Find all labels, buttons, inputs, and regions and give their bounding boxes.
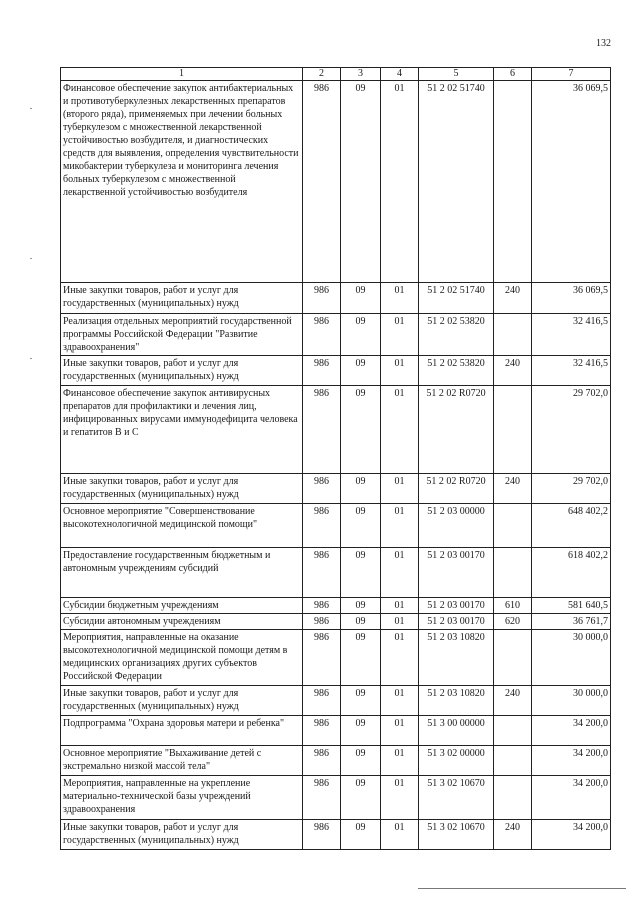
table-row [61, 81, 611, 283]
row-subsection-code: 01 [381, 614, 419, 630]
row-section-code: 09 [341, 716, 381, 746]
row-target-code: 51 2 02 R0720 [419, 386, 494, 474]
row-amount: 581 640,5 [532, 598, 611, 614]
row-amount: 34 200,0 [532, 716, 611, 746]
row-ministry-code: 986 [303, 776, 341, 820]
row-name: Иные закупки товаров, работ и услуг для государственных (муниципальных) нужд [61, 686, 303, 716]
row-expense-type [494, 716, 532, 746]
row-expense-type [494, 386, 532, 474]
table-row [61, 746, 611, 776]
row-target-code: 51 2 02 51740 [419, 283, 494, 314]
table-row [61, 283, 611, 314]
row-amount: 36 069,5 [532, 81, 611, 283]
row-amount: 30 000,0 [532, 630, 611, 686]
table-row [61, 716, 611, 746]
row-subsection-code: 01 [381, 746, 419, 776]
row-name: Основное мероприятие "Выхаживание детей с экстремально низкой массой тела" [61, 746, 303, 776]
row-section-code: 09 [341, 474, 381, 504]
row-target-code: 51 3 02 10670 [419, 820, 494, 850]
row-expense-type [494, 81, 532, 283]
row-ministry-code: 986 [303, 598, 341, 614]
row-ministry-code: 986 [303, 746, 341, 776]
row-amount: 34 200,0 [532, 820, 611, 850]
row-subsection-code: 01 [381, 81, 419, 283]
row-section-code: 09 [341, 776, 381, 820]
row-subsection-code: 01 [381, 820, 419, 850]
row-name: Субсидии автономным учреждениям [61, 614, 303, 630]
table-row [61, 474, 611, 504]
row-name: Мероприятия, направленные на укрепление материально-технической базы учреждений здравоохранения [61, 776, 303, 820]
row-amount: 34 200,0 [532, 776, 611, 820]
row-target-code: 51 2 02 53820 [419, 356, 494, 386]
row-expense-type: 240 [494, 686, 532, 716]
row-target-code: 51 2 02 51740 [419, 81, 494, 283]
row-ministry-code: 986 [303, 630, 341, 686]
row-ministry-code: 986 [303, 716, 341, 746]
row-subsection-code: 01 [381, 630, 419, 686]
table-row [61, 598, 611, 614]
row-section-code: 09 [341, 386, 381, 474]
row-subsection-code: 01 [381, 356, 419, 386]
row-target-code: 51 3 02 00000 [419, 746, 494, 776]
row-expense-type [494, 746, 532, 776]
footer-rule [418, 888, 626, 889]
row-target-code: 51 2 03 10820 [419, 686, 494, 716]
row-ministry-code: 986 [303, 614, 341, 630]
row-amount: 34 200,0 [532, 746, 611, 776]
row-target-code: 51 2 02 R0720 [419, 474, 494, 504]
header-row [61, 68, 611, 81]
row-ministry-code: 986 [303, 283, 341, 314]
scan-mark [30, 258, 32, 259]
row-name: Иные закупки товаров, работ и услуг для государственных (муниципальных) нужд [61, 474, 303, 504]
scan-mark [30, 358, 32, 359]
table-row [61, 314, 611, 356]
row-ministry-code: 986 [303, 356, 341, 386]
row-target-code: 51 3 02 10670 [419, 776, 494, 820]
table-row [61, 686, 611, 716]
header-cell: 5 [419, 68, 494, 81]
table-row [61, 614, 611, 630]
row-subsection-code: 01 [381, 283, 419, 314]
row-section-code: 09 [341, 81, 381, 283]
row-amount: 29 702,0 [532, 386, 611, 474]
row-subsection-code: 01 [381, 548, 419, 598]
header-cell: 4 [381, 68, 419, 81]
row-amount: 618 402,2 [532, 548, 611, 598]
row-name: Финансовое обеспечение закупок антивирусных препаратов для профилактики и лечения лиц, инфицированных вирусами иммунодефицита человека и гепатитов В и С [61, 386, 303, 474]
table-row [61, 820, 611, 850]
row-subsection-code: 01 [381, 686, 419, 716]
row-expense-type: 240 [494, 283, 532, 314]
row-section-code: 09 [341, 686, 381, 716]
row-section-code: 09 [341, 283, 381, 314]
row-ministry-code: 986 [303, 386, 341, 474]
row-target-code: 51 2 03 10820 [419, 630, 494, 686]
scan-mark [30, 108, 32, 109]
row-name: Реализация отдельных мероприятий государственной программы Российской Федерации "Развитие здравоохранения" [61, 314, 303, 356]
table-row [61, 776, 611, 820]
row-amount: 32 416,5 [532, 314, 611, 356]
row-section-code: 09 [341, 356, 381, 386]
row-ministry-code: 986 [303, 474, 341, 504]
row-name: Подпрограмма "Охрана здоровья матери и ребенка" [61, 716, 303, 746]
table-row [61, 356, 611, 386]
row-amount: 29 702,0 [532, 474, 611, 504]
header-cell: 6 [494, 68, 532, 81]
row-amount: 36 069,5 [532, 283, 611, 314]
row-expense-type [494, 314, 532, 356]
row-ministry-code: 986 [303, 548, 341, 598]
row-expense-type [494, 630, 532, 686]
row-subsection-code: 01 [381, 386, 419, 474]
row-name: Субсидии бюджетным учреждениям [61, 598, 303, 614]
row-name: Финансовое обеспечение закупок антибактериальных и противотуберкулезных лекарственных препаратов (второго ряда), применяемых при лечении больных туберкулезом с множественной лекарственной устойчивостью возбудителя, и диагностических средств для выявления, определения чувствительности микобактерии туберкулеза и мониторинга лечения больных туберкулезом с множественной лекарственной устойчивостью возбудителя [61, 81, 303, 283]
row-subsection-code: 01 [381, 716, 419, 746]
row-expense-type [494, 776, 532, 820]
row-subsection-code: 01 [381, 598, 419, 614]
row-target-code: 51 2 03 00170 [419, 548, 494, 598]
row-target-code: 51 3 00 00000 [419, 716, 494, 746]
table-row [61, 548, 611, 598]
table-row [61, 504, 611, 548]
row-name: Иные закупки товаров, работ и услуг для государственных (муниципальных) нужд [61, 820, 303, 850]
row-subsection-code: 01 [381, 474, 419, 504]
row-target-code: 51 2 03 00170 [419, 598, 494, 614]
row-subsection-code: 01 [381, 776, 419, 820]
page-number: 132 [596, 38, 611, 49]
row-ministry-code: 986 [303, 686, 341, 716]
row-amount: 30 000,0 [532, 686, 611, 716]
row-ministry-code: 986 [303, 81, 341, 283]
header-cell: 7 [532, 68, 611, 81]
row-name: Мероприятия, направленные на оказание высокотехнологичной медицинской помощи детям в медицинских организациях других субъектов Российской Федерации [61, 630, 303, 686]
row-name: Основное мероприятие "Совершенствование высокотехнологичной медицинской помощи" [61, 504, 303, 548]
row-expense-type [494, 548, 532, 598]
row-subsection-code: 01 [381, 504, 419, 548]
row-target-code: 51 2 02 53820 [419, 314, 494, 356]
row-amount: 32 416,5 [532, 356, 611, 386]
row-subsection-code: 01 [381, 314, 419, 356]
row-section-code: 09 [341, 614, 381, 630]
row-section-code: 09 [341, 548, 381, 598]
header-cell: 3 [341, 68, 381, 81]
header-cell: 1 [61, 68, 303, 81]
header-cell: 2 [303, 68, 341, 81]
row-amount: 648 402,2 [532, 504, 611, 548]
table-row [61, 630, 611, 686]
row-name: Предоставление государственным бюджетным и автономным учреждениям субсидий [61, 548, 303, 598]
row-name: Иные закупки товаров, работ и услуг для государственных (муниципальных) нужд [61, 283, 303, 314]
row-section-code: 09 [341, 504, 381, 548]
row-expense-type [494, 504, 532, 548]
row-ministry-code: 986 [303, 504, 341, 548]
row-ministry-code: 986 [303, 820, 341, 850]
row-section-code: 09 [341, 746, 381, 776]
row-ministry-code: 986 [303, 314, 341, 356]
row-section-code: 09 [341, 598, 381, 614]
row-expense-type: 240 [494, 474, 532, 504]
row-amount: 36 761,7 [532, 614, 611, 630]
row-expense-type: 620 [494, 614, 532, 630]
row-expense-type: 240 [494, 820, 532, 850]
row-expense-type: 610 [494, 598, 532, 614]
row-target-code: 51 2 03 00000 [419, 504, 494, 548]
row-section-code: 09 [341, 314, 381, 356]
table-row [61, 386, 611, 474]
row-target-code: 51 2 03 00170 [419, 614, 494, 630]
row-section-code: 09 [341, 630, 381, 686]
row-name: Иные закупки товаров, работ и услуг для государственных (муниципальных) нужд [61, 356, 303, 386]
row-expense-type: 240 [494, 356, 532, 386]
budget-table [60, 67, 611, 850]
row-section-code: 09 [341, 820, 381, 850]
